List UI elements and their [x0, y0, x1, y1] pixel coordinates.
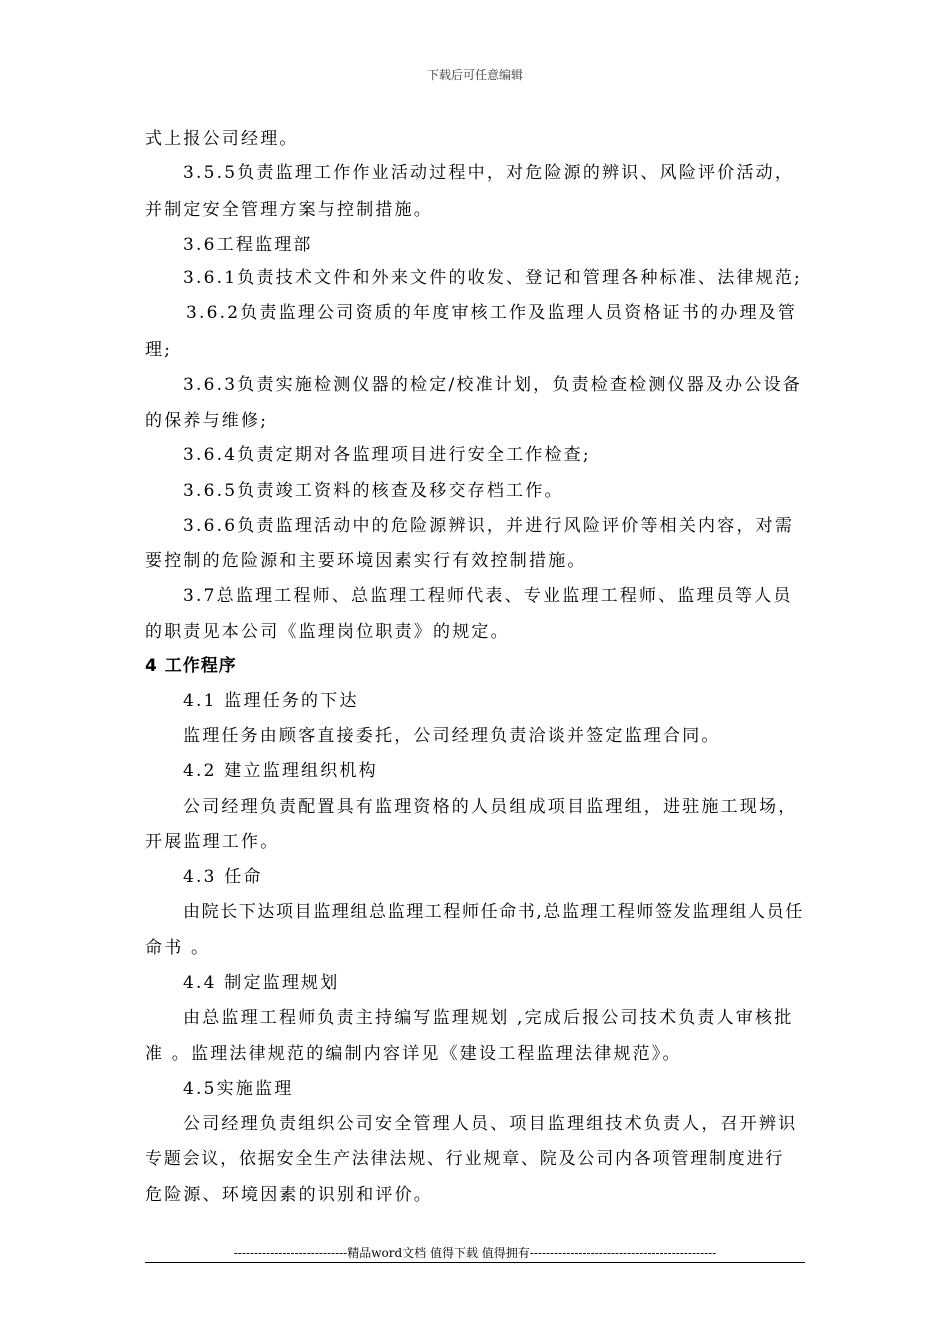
body-line: 准 。监理法律规范的编制内容详见《建设工程监理法律规范》。 — [145, 1044, 682, 1064]
body-line: 3.6.3负责实施检测仪器的检定/校准计划，负责检查检测仪器及办公设备 — [183, 375, 802, 395]
page-footer: ----------------------------精品word文档 值得下载 值得拥有---------------------------------------------- — [233, 1246, 717, 1260]
subsection-title: 4.3 任命 — [183, 867, 263, 887]
body-line: 并制定安全管理方案与控制措施。 — [145, 200, 433, 220]
body-line: 由总监理工程师负责主持编写监理规划 ,完成后报公司技术负责人审核批 — [183, 1008, 794, 1028]
body-line: 3.5.5负责监理工作作业活动过程中，对危险源的辨识、风险评价活动， — [183, 163, 795, 183]
subsection-title: 4.4 制定监理规划 — [183, 973, 340, 993]
body-line: 公司经理负责配置具有监理资格的人员组成项目监理组，进驻施工现场， — [183, 797, 798, 817]
body-line: 理; — [145, 340, 173, 360]
body-line: 监理任务由顾客直接委托，公司经理负责洽谈并签定监理合同。 — [183, 726, 721, 746]
body-line: 开展监理工作。 — [145, 832, 280, 852]
body-line: 由院长下达项目监理组总监理工程师任命书,总监理工程师签发监理组人员任 — [183, 902, 804, 922]
body-line: 危险源、环境因素的识别和评价。 — [145, 1185, 433, 1205]
footer-rule — [145, 1262, 805, 1263]
body-line: 3.7总监理工程师、总监理工程师代表、专业监理工程师、监理员等人员 — [183, 586, 793, 606]
body-line: 要控制的危险源和主要环境因素实行有效控制措施。 — [145, 551, 587, 571]
body-line: 3.6.2负责监理公司资质的年度审核工作及监理人员资格证书的办理及管 — [186, 303, 798, 323]
body-line: 3.6.1负责技术文件和外来文件的收发、登记和管理各种标准、法律规范; — [183, 268, 802, 288]
body-line: 式上报公司经理。 — [145, 129, 299, 149]
body-line: 的职责见本公司《监理岗位职责》的规定。 — [145, 622, 510, 642]
page-header: 下载后可任意编辑 — [426, 68, 523, 82]
body-line: 公司经理负责组织公司安全管理人员、项目监理组技术负责人，召开辨识 — [183, 1114, 798, 1134]
section-heading: 4 工作程序 — [145, 656, 237, 676]
subsection-title: 4.1 监理任务的下达 — [183, 691, 359, 711]
body-line: 专题会议，依据安全生产法律法规、行业规章、院及公司内各项管理制度进行 — [145, 1149, 785, 1169]
body-line: 3.6.5负责竣工资料的核查及移交存档工作。 — [183, 481, 564, 501]
subsection-title: 4.2 建立监理组织机构 — [183, 761, 378, 781]
body-line: 3.6.4负责定期对各监理项目进行安全工作检查; — [183, 445, 591, 465]
body-line: 3.6.6负责监理活动中的危险源辨识，并进行风险评价等相关内容，对需 — [183, 516, 795, 536]
body-line: 3.6工程监理部 — [183, 235, 313, 255]
subsection-title: 4.5实施监理 — [183, 1079, 294, 1099]
body-line: 的保养与维修; — [145, 411, 269, 431]
body-line: 命书 。 — [145, 938, 211, 958]
